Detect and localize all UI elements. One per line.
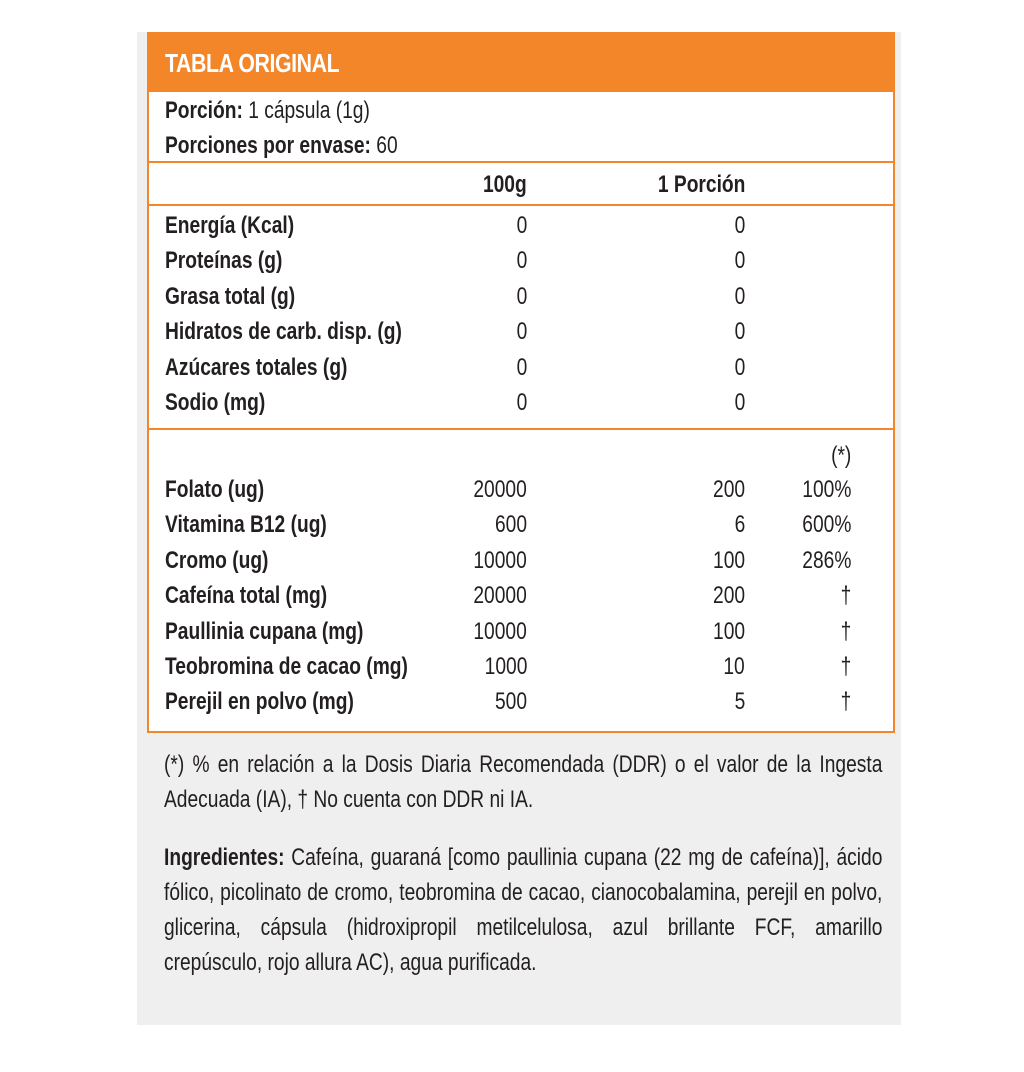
value-per-portion: 0 [734,212,745,239]
value-ddr: † [840,653,851,680]
value-per-portion: 0 [734,247,745,275]
value-ddr: † [840,688,851,716]
value-per-100g: 500 [494,688,527,716]
nutrient-name: Cafeína total (mg) [165,582,328,610]
value-per-portion: 0 [734,389,745,416]
servings-line [165,131,398,161]
value-ddr: 286% [801,546,851,574]
value-ddr: 100% [801,476,851,503]
value-per-100g: 10000 [473,617,527,645]
table-row [149,617,893,647]
nutrient-name: Folato (ug) [165,476,265,503]
nutrient-name: Azúcares totales (g) [165,353,348,381]
value-per-100g: 0 [516,247,527,275]
value-per-portion: 100 [712,617,745,645]
nutrient-name: Proteínas (g) [165,247,283,275]
nutrient-name: Perejil en polvo (mg) [165,688,354,716]
nutrient-name: Energía (Kcal) [165,212,295,239]
table-title: TABLA ORIGINAL [165,48,340,78]
value-per-100g: 600 [494,511,527,539]
table-row [149,510,893,540]
value-per-100g: 10000 [473,546,527,574]
value-per-100g: 0 [516,282,527,310]
value-ddr: † [840,582,851,610]
value-per-100g: 0 [516,212,527,239]
table-row [149,317,893,347]
table-row [149,687,893,717]
table-row [149,652,893,682]
servings-label: Porciones por envase: [165,132,371,159]
ingredients-label: Ingredientes: [164,844,285,871]
nutrient-name: Cromo (ug) [165,546,269,574]
value-ddr: 600% [801,511,851,539]
value-per-100g: 20000 [473,582,527,610]
value-per-100g: 20000 [473,476,527,503]
table-row [149,282,893,312]
table-row [149,246,893,276]
header-portion: 1 Porción [657,171,745,198]
divider [149,428,893,430]
ingredients-text: Cafeína, guaraná [como paullinia cupana (22 mg de cafeína)], ácido fólico, picolinato de cromo, teobromina de cacao, cianocobalamina, perejil en polvo, glicerina, cápsula (hidroxipropil metilcelulosa, azul brillante FCF, amarillo crepúsculo, rojo allura AC), agua purificada. [164,844,883,976]
nutrition-table [147,32,895,733]
value-per-100g: 0 [516,389,527,416]
value-per-100g: 0 [516,353,527,381]
ingredients [164,840,882,980]
divider [149,204,893,206]
value-ddr: † [840,617,851,645]
nutrient-name: Sodio (mg) [165,389,266,416]
table-row [149,546,893,576]
servings-value: 60 [376,132,398,159]
value-per-100g: 0 [516,318,527,346]
nutrient-name: Paullinia cupana (mg) [165,617,364,645]
value-per-portion: 0 [734,282,745,310]
portion-line [165,96,370,126]
divider [149,161,893,163]
table-row [149,388,893,418]
table-row [149,581,893,611]
footnote: (*) % en relación a la Dosis Diaria Recomendada (DDR) o el valor de la Ingesta Adecuada (IA), † No cuenta con DDR ni IA. [164,751,883,813]
title-bar [149,34,893,92]
header-100g: 100g [483,171,527,198]
table-row [149,211,893,241]
ddr-header: (*) [830,442,851,469]
nutrient-name: Vitamina B12 (ug) [165,511,327,539]
portion-value: 1 cápsula (1g) [248,97,370,124]
nutrient-name: Teobromina de cacao (mg) [165,653,408,680]
value-per-100g: 1000 [484,653,527,680]
nutrient-name: Hidratos de carb. disp. (g) [165,318,402,346]
value-per-portion: 0 [734,353,745,381]
value-per-portion: 10 [723,653,745,680]
value-per-portion: 0 [734,318,745,346]
value-per-portion: 200 [712,476,745,503]
value-per-portion: 200 [712,582,745,610]
portion-label: Porción: [165,97,243,124]
nutrient-name: Grasa total (g) [165,282,296,310]
value-per-portion: 6 [734,511,745,539]
value-per-portion: 5 [734,688,745,716]
table-row [149,353,893,383]
table-row [149,475,893,505]
value-per-portion: 100 [712,546,745,574]
